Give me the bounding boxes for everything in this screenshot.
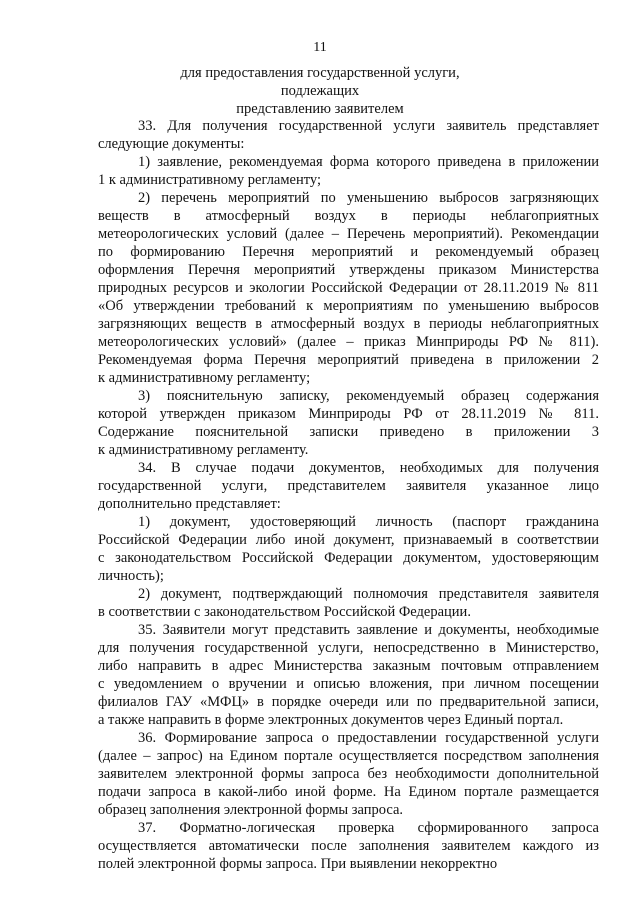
text-line: государственной услуги, представителем заявителя указанное лицо: [98, 478, 599, 494]
text-line: 33. Для получения государственной услуги заявитель представляет: [138, 118, 599, 134]
text-line: веществ в атмосферный воздух в периоды неблагоприятных: [98, 208, 599, 224]
text-line: Рекомендуемая форма Перечня мероприятий приведена в приложении 2: [98, 352, 599, 368]
text-line: личность);: [98, 568, 164, 584]
text-line: к административному регламенту.: [98, 442, 309, 458]
text-line: следующие документы:: [98, 136, 245, 152]
text-line: 2) перечень мероприятий по уменьшению выбросов загрязняющих: [138, 190, 599, 206]
text-line: 34. В случае подачи документов, необходимых для получения: [138, 460, 599, 476]
text-line: метеорологических условий (далее – Перечень мероприятий). Рекомендации: [98, 226, 599, 242]
text-line: 2) документ, подтверждающий полномочия представителя заявителя: [138, 586, 599, 602]
text-line: (далее – запрос) на Едином портале осуществляется посредством заполнения: [98, 748, 599, 764]
text-line: дополнительно представляет:: [98, 496, 281, 512]
subtitle-line: для предоставления государственной услуги, подлежащих: [180, 65, 460, 99]
text-line: заявителем электронной формы запроса без необходимости дополнительной: [98, 766, 599, 782]
text-line: 1 к административному регламенту;: [98, 172, 321, 188]
text-line: образец заполнения электронной формы запроса.: [98, 802, 404, 818]
text-line: Содержание пояснительной записки приведено в приложении 3: [98, 424, 599, 440]
text-line: в соответствии с законодательством Российской Федерации.: [98, 604, 471, 620]
page-number: 11: [313, 40, 327, 55]
text-line: подачи запроса в какой-либо иной форме. На Едином портале размещается: [98, 784, 599, 800]
text-line: 1) документ, удостоверяющий личность (паспорт гражданина: [138, 514, 599, 530]
document-body: [98, 117, 599, 873]
text-line: с уведомлением о вручении и описью вложения, при личном посещении: [98, 676, 599, 692]
text-line: осуществляется автоматически после заполнения заявителем каждого из: [98, 838, 599, 854]
text-line: с законодательством Российской Федерации документом, удостоверяющим: [98, 550, 599, 566]
text-line: природных ресурсов и экологии Российской Федерации от 28.11.2019 № 811: [98, 280, 599, 296]
text-line: для получения государственной услуги, непосредственно в Министерство,: [98, 640, 599, 656]
text-line: оформления Перечня мероприятий утверждены приказом Министерства: [98, 262, 599, 278]
text-line: метеорологических условий» (далее – приказ Минприроды РФ № 811).: [98, 334, 599, 350]
text-line: 35. Заявители могут представить заявление и документы, необходимые: [138, 622, 599, 638]
text-line: либо направить в адрес Министерства заказным почтовым отправлением: [98, 658, 599, 674]
text-line: Российской Федерации либо иной документ, признаваемый в соответствии: [98, 532, 599, 548]
text-line: 36. Формирование запроса о предоставлении государственной услуги: [138, 730, 599, 746]
text-line: которой утвержден приказом Минприроды РФ от 28.11.2019 № 811.: [98, 406, 599, 422]
text-line: 1) заявление, рекомендуемая форма которого приведена в приложении: [138, 154, 599, 170]
subtitle-line: представлению заявителем: [236, 101, 404, 117]
text-line: к административному регламенту;: [98, 370, 311, 386]
text-line: 3) пояснительную записку, рекомендуемый образец содержания: [138, 388, 599, 404]
text-line: а также направить в форме электронных документов через Единый портал.: [98, 712, 564, 728]
text-line: 37. Форматно-логическая проверка сформированного запроса: [138, 820, 599, 836]
text-line: филиалов ГАУ «МФЦ» в порядке очереди или по предварительной записи,: [98, 694, 599, 710]
text-line: полей электронной формы запроса. При выявлении некорректно: [98, 856, 498, 872]
text-line: по формированию Перечня мероприятий и рекомендуемый образец: [98, 244, 599, 260]
section-subtitle: [150, 64, 490, 118]
text-line: загрязняющих веществ в атмосферный воздух в периоды неблагоприятных: [98, 316, 599, 332]
text-line: «Об утверждении требований к мероприятиям по уменьшению выбросов: [98, 298, 599, 314]
